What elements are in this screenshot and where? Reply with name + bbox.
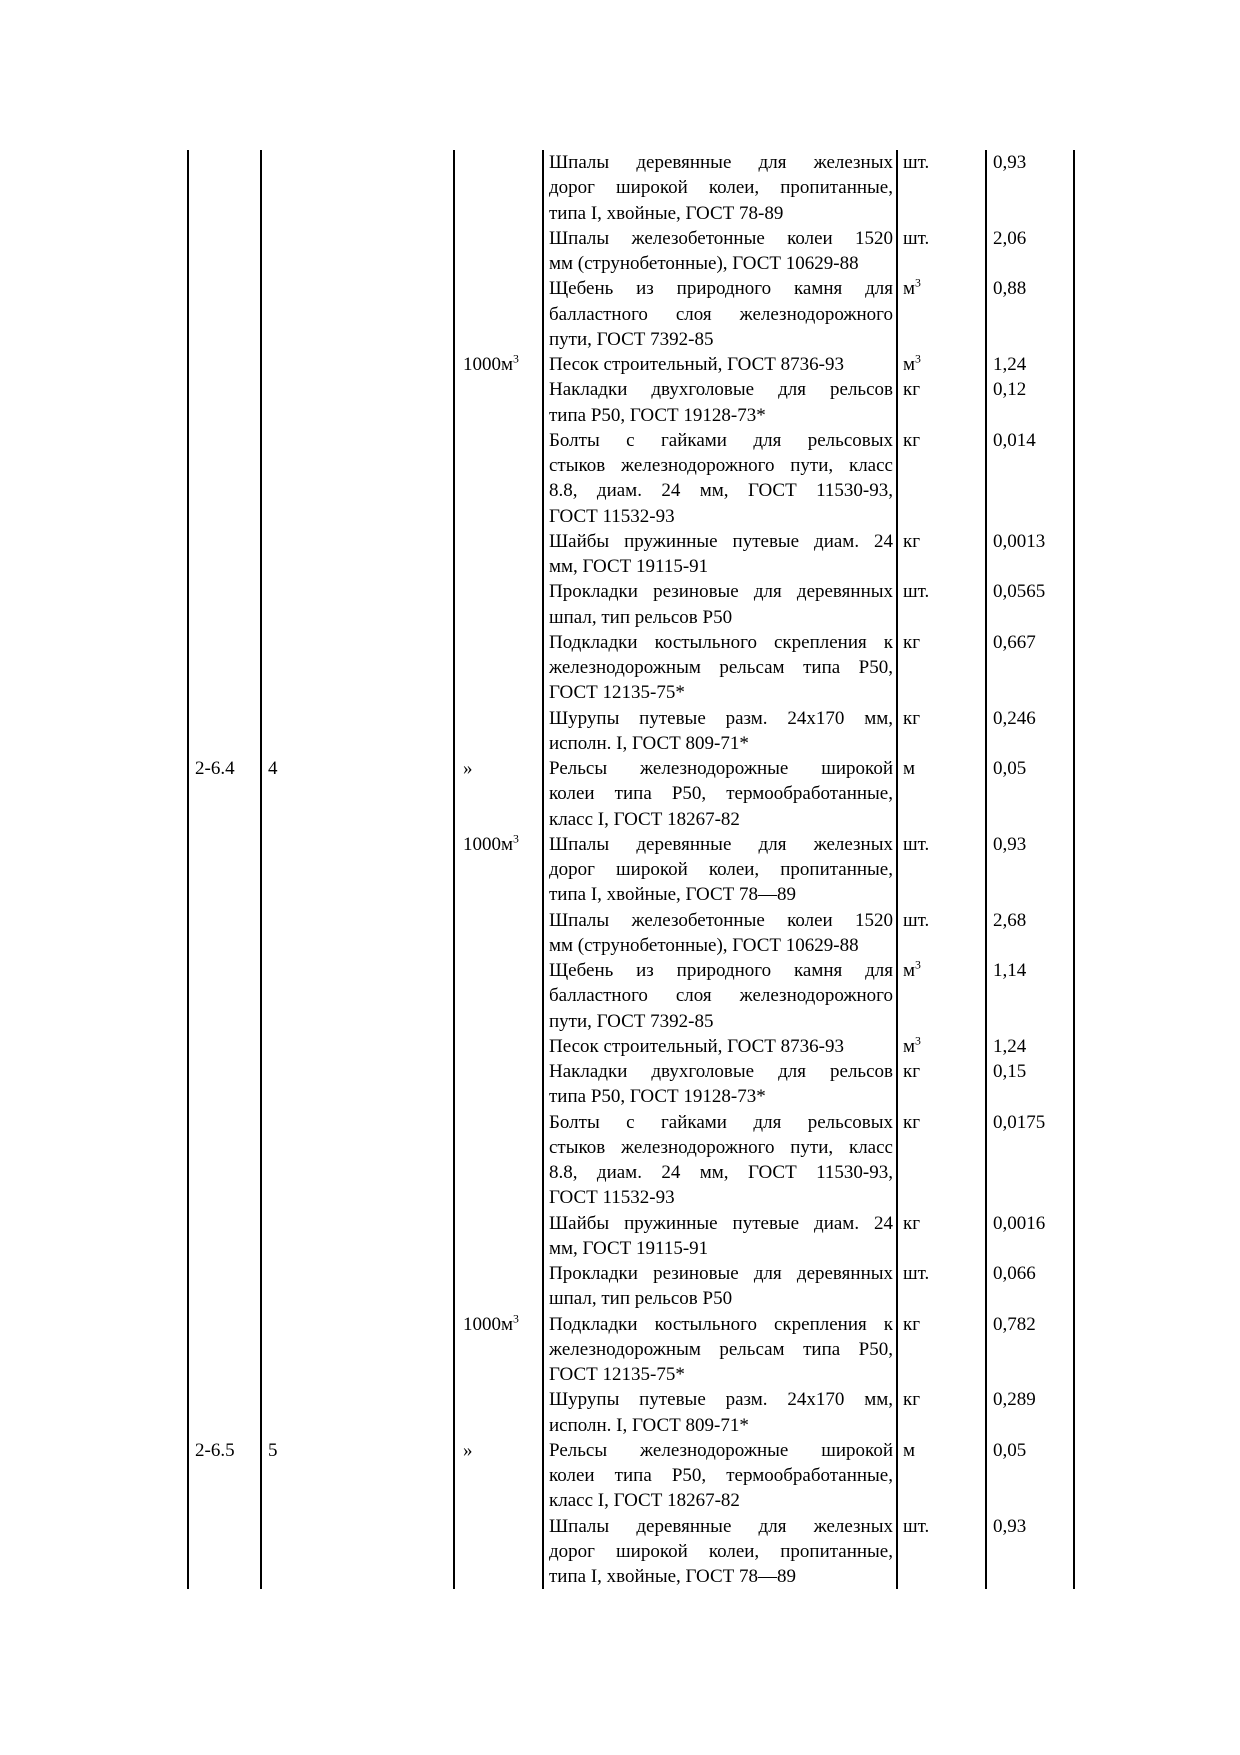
unit-cell: шт. [896, 1261, 985, 1312]
description-cell [542, 377, 896, 428]
unit-cell: $м^3$ [896, 276, 985, 352]
description-line: типа I, хвойные, ГОСТ 78—89 [549, 884, 797, 906]
number-cell [260, 1034, 453, 1059]
materials-consumption-table [187, 150, 1075, 1589]
code-cell [187, 630, 260, 706]
code-cell: 2-6.4 [187, 756, 260, 832]
description-line: ГОСТ 11532-93 [549, 1187, 675, 1209]
code-cell [187, 226, 260, 277]
code-cell [187, 908, 260, 959]
description-cell [542, 276, 896, 352]
code-cell [187, 579, 260, 630]
table-row [187, 1438, 1075, 1514]
description-line: 8.8, диам. 24 мм, ГОСТ 11530-93, [549, 1162, 893, 1183]
description-line: мм (струнобетонные), ГОСТ 10629-88 [549, 934, 859, 956]
code-cell [187, 1211, 260, 1262]
number-cell [260, 1110, 453, 1211]
measurer-cell: $1000м^3$ [453, 832, 542, 908]
table-row [187, 377, 1075, 428]
description-line: шпал, тип рельсов Р50 [549, 1288, 733, 1310]
unit-cell: кг [896, 706, 985, 757]
number-cell [260, 1514, 453, 1590]
superscript-3: 3 [513, 352, 519, 366]
measurer-cell [453, 958, 542, 1034]
description-line: балластного слоя железнодорожного [549, 303, 893, 325]
unit-cell: шт. [896, 150, 985, 226]
table-row [187, 1211, 1075, 1262]
value-cell: 0,15 [985, 1059, 1075, 1110]
description-cell [542, 1438, 896, 1514]
number-cell: 4 [260, 756, 453, 832]
description-line: типа Р50, ГОСТ 19128-73* [549, 404, 766, 426]
description-line: Рельсы железнодорожные широкой [549, 758, 893, 779]
description-cell [542, 706, 896, 757]
description-line: стыков железнодорожного пути, класс [549, 455, 893, 476]
description-cell [542, 352, 896, 377]
superscript-3: 3 [915, 276, 921, 290]
value-cell: 0,782 [985, 1312, 1075, 1388]
measurer-cell [453, 150, 542, 226]
description-line: Накладки двухголовые для рельсов [549, 1061, 893, 1082]
description-cell [542, 1261, 896, 1312]
number-cell [260, 150, 453, 226]
description-line: Шурупы путевые разм. 24х170 мм, [549, 1389, 893, 1411]
unit-cell: $м^3$ [896, 958, 985, 1034]
description-line: шпал, тип рельсов Р50 [549, 606, 733, 628]
description-line: Шпалы железобетонные колеи 1520 [549, 909, 893, 931]
description-cell [542, 630, 896, 706]
measurer-cell [453, 908, 542, 959]
value-cell: 2,68 [985, 908, 1075, 959]
description-line: Прокладки резиновые для деревянных [549, 1263, 893, 1284]
table-row [187, 706, 1075, 757]
description-cell [542, 1514, 896, 1590]
table-row [187, 150, 1075, 226]
value-cell: 0,289 [985, 1387, 1075, 1438]
table-row [187, 1514, 1075, 1590]
table-row [187, 428, 1075, 529]
measurer-cell [453, 529, 542, 580]
superscript-3: 3 [513, 832, 519, 846]
measurer-cell [453, 428, 542, 529]
code-cell [187, 1312, 260, 1388]
description-line: Шпалы деревянные для железных [549, 833, 893, 855]
superscript-3: 3 [915, 352, 921, 366]
description-line: Шпалы деревянные для железных [549, 152, 893, 173]
number-cell [260, 908, 453, 959]
code-cell [187, 276, 260, 352]
value-cell: 0,93 [985, 150, 1075, 226]
value-cell: 0,0565 [985, 579, 1075, 630]
value-cell: 0,12 [985, 377, 1075, 428]
value-cell: 1,24 [985, 352, 1075, 377]
unit-cell: шт. [896, 832, 985, 908]
number-cell [260, 1059, 453, 1110]
measurer-cell [453, 1211, 542, 1262]
description-line: Песок строительный, ГОСТ 8736-93 [549, 1035, 844, 1057]
measurer-cell [453, 276, 542, 352]
description-line: дорог широкой колеи, пропитанные, [549, 177, 893, 199]
table-row [187, 1059, 1075, 1110]
table-row [187, 226, 1075, 277]
unit-cell: кг [896, 630, 985, 706]
unit-cell: м [896, 756, 985, 832]
description-line: Подкладки костыльного скрепления к [549, 631, 893, 653]
description-cell [542, 958, 896, 1034]
number-cell [260, 1261, 453, 1312]
code-cell: 2-6.5 [187, 1438, 260, 1514]
description-line: мм, ГОСТ 19115-91 [549, 1237, 709, 1259]
description-cell [542, 908, 896, 959]
description-line: Шпалы деревянные для железных [549, 1515, 893, 1537]
description-line: Шурупы путевые разм. 24х170 мм, [549, 707, 893, 729]
description-line: типа I, хвойные, ГОСТ 78-89 [549, 202, 784, 224]
code-cell [187, 428, 260, 529]
measurer-cell: $1000м^3$ [453, 352, 542, 377]
table-row [187, 1387, 1075, 1438]
number-cell [260, 1211, 453, 1262]
value-cell: 0,0016 [985, 1211, 1075, 1262]
description-line: Щебень из природного камня для [549, 960, 893, 981]
number-cell [260, 706, 453, 757]
value-cell: 0,0013 [985, 529, 1075, 580]
measurer-cell [453, 1514, 542, 1590]
table-row [187, 352, 1075, 377]
description-cell [542, 428, 896, 529]
description-line: дорог широкой колеи, пропитанные, [549, 1540, 893, 1562]
description-line: Шайбы пружинные путевые диам. 24 [549, 530, 893, 552]
code-cell [187, 529, 260, 580]
number-cell [260, 352, 453, 377]
code-cell [187, 958, 260, 1034]
description-line: Прокладки резиновые для деревянных [549, 581, 893, 603]
code-cell [187, 1059, 260, 1110]
description-line: стыков железнодорожного пути, класс [549, 1136, 893, 1158]
value-cell: 0,0175 [985, 1110, 1075, 1211]
description-line: железнодорожным рельсам типа Р50, [549, 1338, 893, 1360]
description-cell [542, 1059, 896, 1110]
number-cell: 5 [260, 1438, 453, 1514]
measurer-cell [453, 1059, 542, 1110]
number-cell [260, 579, 453, 630]
description-line: мм (струнобетонные), ГОСТ 10629-88 [549, 253, 859, 274]
superscript-3: 3 [513, 1312, 519, 1326]
unit-cell: м [896, 1438, 985, 1514]
superscript-3: 3 [915, 958, 921, 972]
value-cell: 0,246 [985, 706, 1075, 757]
number-cell [260, 832, 453, 908]
table-row [187, 1110, 1075, 1211]
number-cell [260, 226, 453, 277]
table-row [187, 276, 1075, 352]
description-line: Накладки двухголовые для рельсов [549, 379, 893, 401]
description-line: исполн. I, ГОСТ 809-71* [549, 732, 749, 754]
value-cell: 0,05 [985, 756, 1075, 832]
unit-cell: шт. [896, 1514, 985, 1590]
unit-cell: шт. [896, 908, 985, 959]
description-line: колеи типа Р50, термообработанные, [549, 783, 893, 805]
measurer-cell [453, 1110, 542, 1211]
unit-cell: кг [896, 1211, 985, 1262]
value-cell: 1,14 [985, 958, 1075, 1034]
measurer-cell [453, 226, 542, 277]
unit-cell: кг [896, 529, 985, 580]
table-row [187, 1034, 1075, 1059]
value-cell: 0,667 [985, 630, 1075, 706]
table-row [187, 908, 1075, 959]
description-cell [542, 1312, 896, 1388]
value-cell: 0,88 [985, 276, 1075, 352]
description-line: Шпалы железобетонные колеи 1520 [549, 227, 893, 249]
unit-cell: кг [896, 1110, 985, 1211]
value-cell: 0,05 [985, 1438, 1075, 1514]
description-cell [542, 529, 896, 580]
unit-cell: шт. [896, 226, 985, 277]
description-line: Щебень из природного камня для [549, 278, 893, 300]
description-cell [542, 1211, 896, 1262]
unit-cell: кг [896, 1387, 985, 1438]
table-row [187, 958, 1075, 1034]
measurer-cell: $1000м^3$ [453, 1312, 542, 1388]
measurer-cell: » [453, 756, 542, 832]
description-cell [542, 226, 896, 277]
description-cell [542, 1387, 896, 1438]
number-cell [260, 276, 453, 352]
description-line: класс I, ГОСТ 18267-82 [549, 1490, 740, 1512]
number-cell [260, 529, 453, 580]
code-cell [187, 1110, 260, 1211]
unit-cell: кг [896, 428, 985, 529]
superscript-3: 3 [915, 1034, 921, 1048]
description-cell [542, 579, 896, 630]
code-cell [187, 1514, 260, 1590]
description-line: исполн. I, ГОСТ 809-71* [549, 1414, 749, 1436]
description-cell [542, 1034, 896, 1059]
description-line: пути, ГОСТ 7392-85 [549, 1010, 714, 1032]
description-line: ГОСТ 11532-93 [549, 505, 675, 527]
unit-cell: кг [896, 1059, 985, 1110]
table-row [187, 1312, 1075, 1388]
description-line: пути, ГОСТ 7392-85 [549, 328, 714, 350]
table-row [187, 630, 1075, 706]
description-line: Рельсы железнодорожные широкой [549, 1439, 893, 1461]
description-cell [542, 150, 896, 226]
measurer-cell [453, 706, 542, 757]
measurer-cell [453, 1261, 542, 1312]
description-line: ГОСТ 12135-75* [549, 682, 685, 704]
number-cell [260, 630, 453, 706]
description-line: Песок строительный, ГОСТ 8736-93 [549, 354, 844, 375]
code-cell [187, 377, 260, 428]
measurer-cell [453, 377, 542, 428]
code-cell [187, 352, 260, 377]
description-line: балластного слоя железнодорожного [549, 985, 893, 1007]
value-cell: 0,014 [985, 428, 1075, 529]
code-cell [187, 832, 260, 908]
code-cell [187, 150, 260, 226]
description-line: 8.8, диам. 24 мм, ГОСТ 11530-93, [549, 480, 893, 502]
number-cell [260, 377, 453, 428]
description-line: класс I, ГОСТ 18267-82 [549, 808, 740, 830]
code-cell [187, 706, 260, 757]
description-line: мм, ГОСТ 19115-91 [549, 556, 709, 577]
measurer-cell [453, 630, 542, 706]
description-line: типа I, хвойные, ГОСТ 78—89 [549, 1566, 797, 1587]
description-cell [542, 1110, 896, 1211]
description-line: дорог широкой колеи, пропитанные, [549, 859, 893, 880]
unit-cell: кг [896, 1312, 985, 1388]
description-line: Подкладки костыльного скрепления к [549, 1313, 893, 1335]
value-cell: 0,066 [985, 1261, 1075, 1312]
code-cell [187, 1034, 260, 1059]
table-row [187, 756, 1075, 832]
measurer-cell [453, 579, 542, 630]
description-line: Шайбы пружинные путевые диам. 24 [549, 1212, 893, 1234]
value-cell: 2,06 [985, 226, 1075, 277]
measurer-cell [453, 1387, 542, 1438]
measurer-cell [453, 1034, 542, 1059]
description-cell [542, 832, 896, 908]
table-row [187, 1261, 1075, 1312]
table-row [187, 579, 1075, 630]
number-cell [260, 1387, 453, 1438]
value-cell: 0,93 [985, 832, 1075, 908]
number-cell [260, 958, 453, 1034]
description-line: ГОСТ 12135-75* [549, 1364, 685, 1385]
unit-cell: $м^3$ [896, 1034, 985, 1059]
table-row [187, 832, 1075, 908]
code-cell [187, 1261, 260, 1312]
number-cell [260, 1312, 453, 1388]
measurer-cell: » [453, 1438, 542, 1514]
number-cell [260, 428, 453, 529]
unit-cell: $м^3$ [896, 352, 985, 377]
description-line: Болты с гайками для рельсовых [549, 1111, 893, 1133]
description-line: типа Р50, ГОСТ 19128-73* [549, 1086, 766, 1108]
description-line: Болты с гайками для рельсовых [549, 429, 893, 451]
table-row [187, 529, 1075, 580]
description-cell [542, 756, 896, 832]
unit-cell: шт. [896, 579, 985, 630]
value-cell: 0,93 [985, 1514, 1075, 1590]
description-line: колеи типа Р50, термообработанные, [549, 1465, 893, 1486]
description-line: железнодорожным рельсам типа Р50, [549, 657, 893, 678]
unit-cell: кг [896, 377, 985, 428]
value-cell: 1,24 [985, 1034, 1075, 1059]
code-cell [187, 1387, 260, 1438]
